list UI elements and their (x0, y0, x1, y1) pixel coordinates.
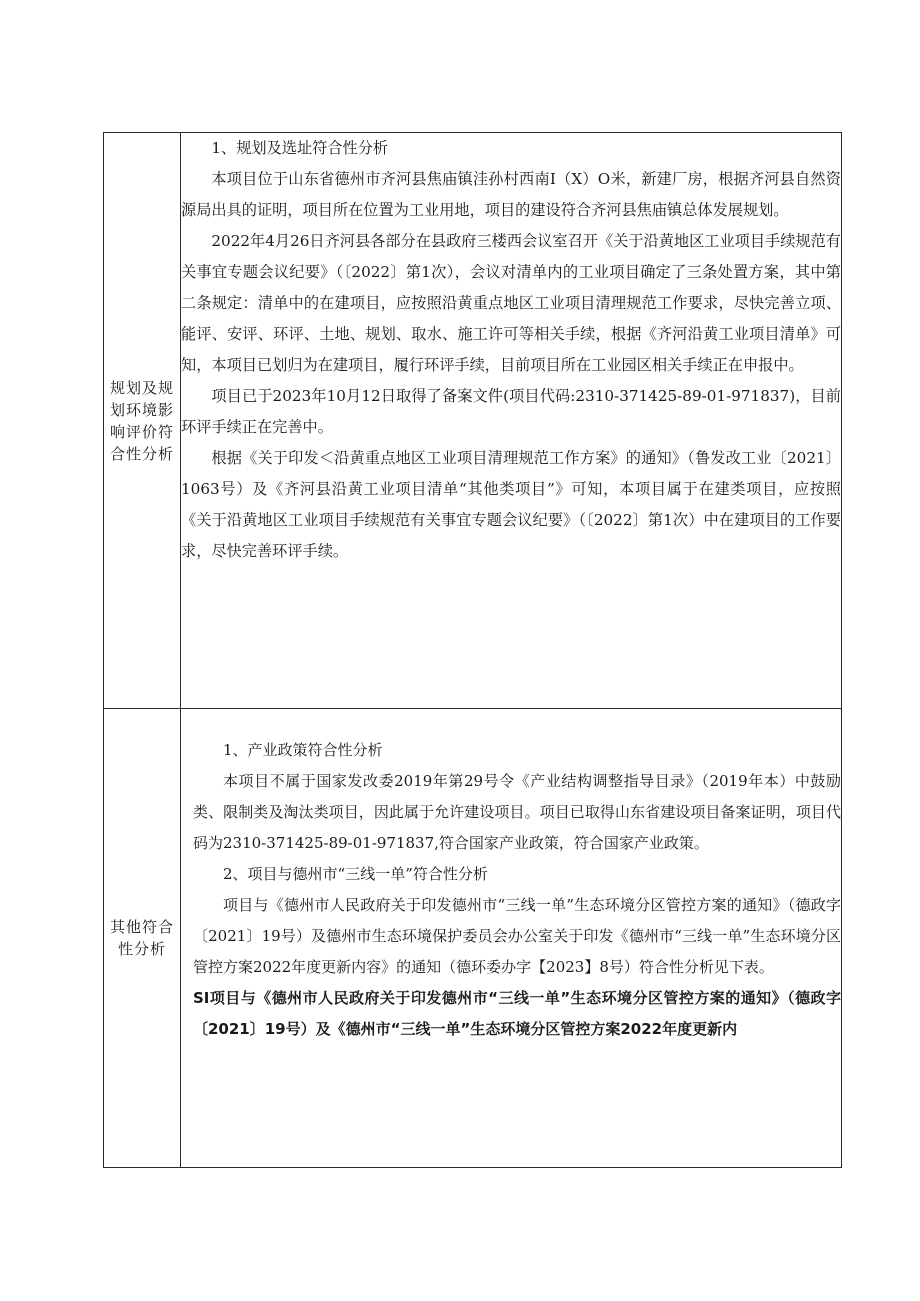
label-line: 其他符合 (109, 918, 174, 936)
paragraph: 项目已于2023年10月12日取得了备案文件(项目代码:2310-371425-89-01-971837)，目前环评手续正在完善中。 (181, 387, 841, 436)
row-label-other (104, 709, 181, 1168)
paragraph: 2022年4月26日齐河县各部分在县政府三楼西会议室召开《关于沿黄地区工业项目手续规范有关事宜专题会议纪要》（〔2022〕第1次），会议对清单内的工业项目确定了三条处置方案，其中第二条规定：清单中的在建项目，应按照沿黄重点地区工业项目清理规范工作要求，尽快完善立项、能评、安评、环评、土地、规划、取水、施工许可等相关手续，根据《齐河沿黄工业项目清单》可知，本项目已划归为在建项目，履行环评手续，目前项目所在工业园区相关手续正在申报中。 (181, 232, 841, 374)
label-line: 性分析 (117, 940, 166, 958)
row-label-planning (104, 133, 181, 709)
section-heading: 2、项目与德州市“三线一单”符合性分析 (223, 865, 488, 883)
label-line: 合性分析 (109, 444, 174, 463)
section-heading: 1、产业政策符合性分析 (223, 741, 383, 759)
paragraph: 根据《关于印发＜沿黄重点地区工业项目清理规范工作方案》的通知》（鲁发改工业〔2021〕1063号）及《齐河县沿黄工业项目清单“其他类项目”》可知，本项目属于在建类项目，应按照《关于沿黄地区工业项目手续规范有关事宜专题会议纪要》（〔2022〕第1次）中在建项目的工作要求，尽快完善环评手续。 (181, 449, 841, 560)
section-heading: 1、规划及选址符合性分析 (211, 139, 389, 157)
label-line: 规划及规 (109, 378, 174, 397)
table-caption: SI项目与《德州市人民政府关于印发德州市“三线一单”生态环境分区管控方案的通知》（德政字〔2021〕19号）及《德州市“三线一单”生态环境分区管控方案2022年度更新内 (193, 989, 841, 1038)
paragraph: 项目与《德州市人民政府关于印发德州市“三线一单”生态环境分区管控方案的通知》（德政字〔2021〕19号）及德州市生态环境保护委员会办公室关于印发《德州市“三线一单”生态环境分区管控方案2022年度更新内容》的通知（德环委办字【2023】8号）符合性分析见下表。 (193, 896, 841, 976)
compliance-table (103, 132, 842, 1168)
label-line: 划环境影 (109, 400, 174, 419)
row-content-planning (181, 133, 842, 709)
table-row-planning (104, 133, 842, 709)
paragraph: 本项目不属于国家发改委2019年第29号令《产业结构调整指导目录》（2019年本）中鼓励类、限制类及淘汰类项目，因此属于允许建设项目。项目已取得山东省建设项目备案证明，项目代码为2310-371425-89-01-971837,符合国家产业政策，符合国家产业政策。 (193, 772, 841, 852)
paragraph: 本项目位于山东省德州市齐河县焦庙镇洼孙村西南I（X）O米，新建厂房，根据齐河县自然资源局出具的证明，项目所在位置为工业用地，项目的建设符合齐河县焦庙镇总体发展规划。 (181, 170, 841, 219)
row-content-other (181, 709, 842, 1168)
table-row-other (104, 709, 842, 1168)
label-line: 响评价符 (109, 422, 174, 441)
